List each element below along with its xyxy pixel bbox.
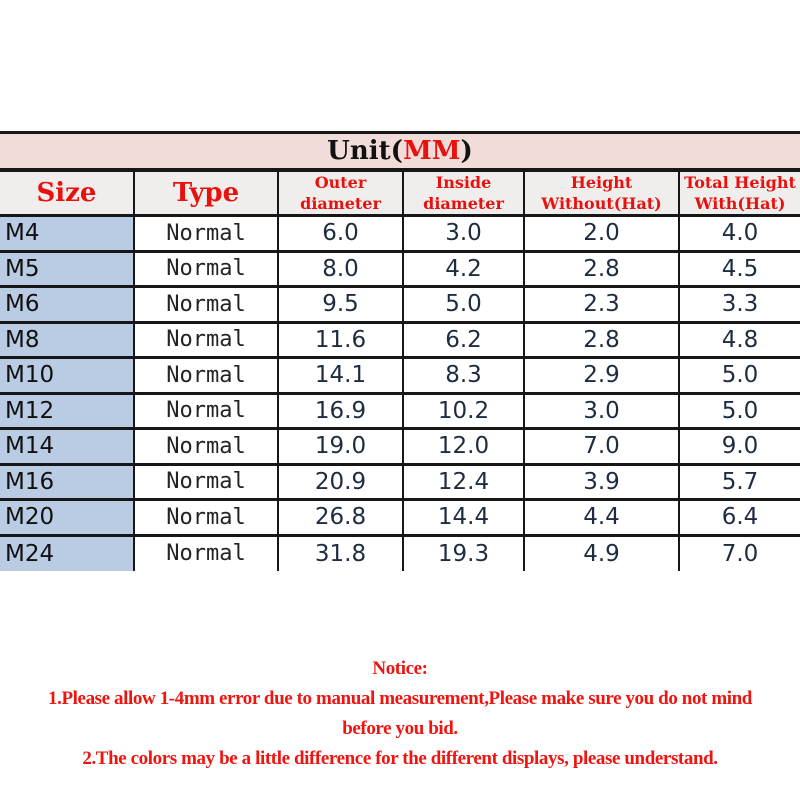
table-row xyxy=(0,216,800,252)
column-header-line: Size xyxy=(36,177,97,208)
type-cell: Normal xyxy=(134,322,278,358)
total-cell: 9.0 xyxy=(679,429,800,465)
height-cell: 7.0 xyxy=(524,429,679,465)
outer-cell: 11.6 xyxy=(278,322,403,358)
outer-cell: 6.0 xyxy=(278,216,403,252)
spec-table xyxy=(0,172,800,571)
total-cell: 4.0 xyxy=(679,216,800,252)
notice-line-2: before you bid. xyxy=(342,718,458,739)
column-header-line: Outer xyxy=(314,173,367,192)
inside-cell: 12.4 xyxy=(403,464,524,500)
title-suffix: ) xyxy=(460,136,473,166)
outer-cell: 19.0 xyxy=(278,429,403,465)
notice-block xyxy=(0,654,800,774)
table-row xyxy=(0,429,800,465)
spec-sheet xyxy=(0,131,800,571)
inside-cell: 3.0 xyxy=(403,216,524,252)
outer-cell: 16.9 xyxy=(278,393,403,429)
total-cell: 6.4 xyxy=(679,500,800,536)
outer-cell: 20.9 xyxy=(278,464,403,500)
title-unit-highlight: MM xyxy=(402,136,461,166)
column-header-size xyxy=(0,172,134,216)
height-cell: 2.0 xyxy=(524,216,679,252)
table-row xyxy=(0,464,800,500)
notice-line-3: 2.The colors may be a little difference for the different displays, please understand. xyxy=(82,748,718,769)
table-row xyxy=(0,358,800,394)
table-row xyxy=(0,535,800,571)
inside-cell: 12.0 xyxy=(403,429,524,465)
spec-table-body xyxy=(0,216,800,571)
height-cell: 2.8 xyxy=(524,322,679,358)
header-row xyxy=(0,172,800,216)
total-cell: 4.5 xyxy=(679,251,800,287)
table-title xyxy=(0,131,800,172)
type-cell: Normal xyxy=(134,216,278,252)
inside-cell: 5.0 xyxy=(403,287,524,323)
notice-line-1: 1.Please allow 1-4mm error due to manual measurement,Please make sure you do not mind xyxy=(48,688,752,709)
outer-cell: 14.1 xyxy=(278,358,403,394)
outer-cell: 9.5 xyxy=(278,287,403,323)
outer-cell: 8.0 xyxy=(278,251,403,287)
table-row xyxy=(0,251,800,287)
outer-cell: 26.8 xyxy=(278,500,403,536)
type-cell: Normal xyxy=(134,287,278,323)
column-header-height xyxy=(524,172,679,216)
size-cell: M6 xyxy=(0,287,134,323)
column-header-line: Inside xyxy=(435,173,492,192)
inside-cell: 6.2 xyxy=(403,322,524,358)
column-header-line: With(Hat) xyxy=(694,194,786,213)
total-cell: 5.0 xyxy=(679,358,800,394)
type-cell: Normal xyxy=(134,358,278,394)
height-cell: 3.9 xyxy=(524,464,679,500)
table-row xyxy=(0,500,800,536)
type-cell: Normal xyxy=(134,500,278,536)
column-header-line: Height xyxy=(570,173,633,192)
outer-cell: 31.8 xyxy=(278,535,403,571)
type-cell: Normal xyxy=(134,251,278,287)
table-row xyxy=(0,322,800,358)
type-cell: Normal xyxy=(134,393,278,429)
height-cell: 4.9 xyxy=(524,535,679,571)
size-cell: M20 xyxy=(0,500,134,536)
notice-heading: Notice: xyxy=(372,658,428,679)
inside-cell: 19.3 xyxy=(403,535,524,571)
height-cell: 2.8 xyxy=(524,251,679,287)
table-row xyxy=(0,287,800,323)
column-header-line: diameter xyxy=(423,194,504,213)
size-cell: M4 xyxy=(0,216,134,252)
inside-cell: 8.3 xyxy=(403,358,524,394)
type-cell: Normal xyxy=(134,464,278,500)
height-cell: 2.3 xyxy=(524,287,679,323)
inside-cell: 14.4 xyxy=(403,500,524,536)
total-cell: 3.3 xyxy=(679,287,800,323)
height-cell: 3.0 xyxy=(524,393,679,429)
column-header-total xyxy=(679,172,800,216)
inside-cell: 4.2 xyxy=(403,251,524,287)
height-cell: 2.9 xyxy=(524,358,679,394)
total-cell: 7.0 xyxy=(679,535,800,571)
type-cell: Normal xyxy=(134,535,278,571)
size-cell: M10 xyxy=(0,358,134,394)
table-row xyxy=(0,393,800,429)
total-cell: 5.7 xyxy=(679,464,800,500)
column-header-line: Without(Hat) xyxy=(541,194,662,213)
type-cell: Normal xyxy=(134,429,278,465)
column-header-line: Type xyxy=(172,177,240,208)
height-cell: 4.4 xyxy=(524,500,679,536)
column-header-line: Total Height xyxy=(684,173,796,192)
size-cell: M24 xyxy=(0,535,134,571)
total-cell: 4.8 xyxy=(679,322,800,358)
column-header-type xyxy=(134,172,278,216)
size-cell: M16 xyxy=(0,464,134,500)
column-header-outer xyxy=(278,172,403,216)
column-header-inside xyxy=(403,172,524,216)
title-prefix: Unit( xyxy=(327,136,403,166)
size-cell: M5 xyxy=(0,251,134,287)
size-cell: M12 xyxy=(0,393,134,429)
column-header-line: diameter xyxy=(300,194,381,213)
size-cell: M14 xyxy=(0,429,134,465)
inside-cell: 10.2 xyxy=(403,393,524,429)
size-cell: M8 xyxy=(0,322,134,358)
total-cell: 5.0 xyxy=(679,393,800,429)
